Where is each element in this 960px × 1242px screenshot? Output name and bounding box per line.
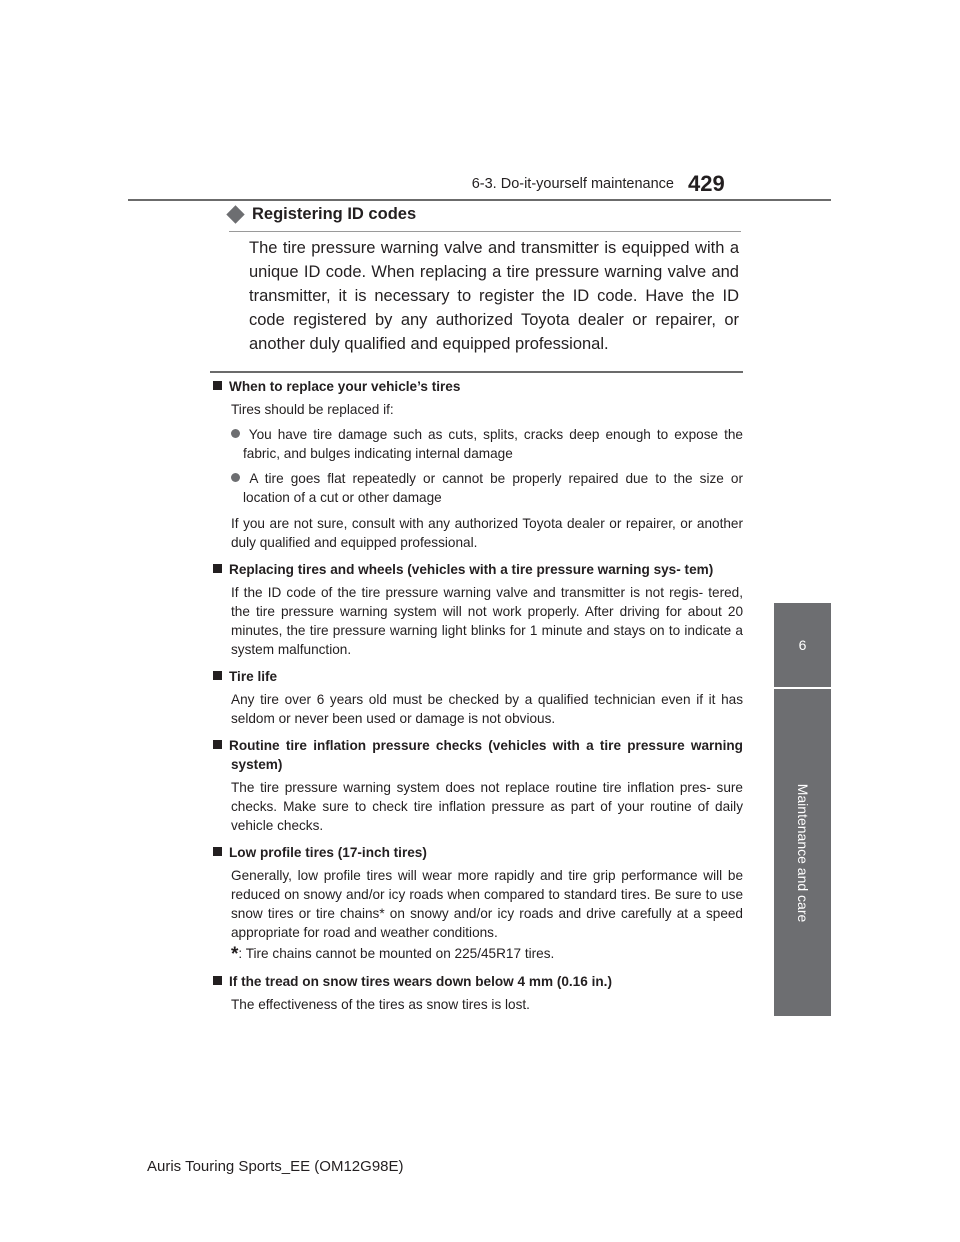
- square-bullet-icon: [213, 740, 222, 749]
- page-number: 429: [688, 171, 725, 196]
- square-bullet-icon: [213, 976, 222, 985]
- note-body: If you are not sure, consult with any authorized Toyota dealer or repairer, or another duly qualified and equipped professional.: [231, 516, 743, 550]
- header-section-title: 6-3. Do-it-yourself maintenance: [471, 176, 674, 192]
- note-body: The tire pressure warning system does not replace routine tire inflation pres- sure checks. Make sure to check tire inflation pressure as part of your routine of daily vehicle checks.: [231, 780, 743, 833]
- registering-heading-rule: [229, 231, 741, 232]
- note-snow-tires: [213, 972, 743, 1014]
- note-body: If the ID code of the tire pressure warning valve and transmitter is not regis- tered, the tire pressure warning system will not work properly. After driving for about 20 minutes, the tire pressure warning light blinks for 1 minute and stays on to indicate a system malfunction.: [231, 585, 743, 657]
- square-bullet-icon: [213, 847, 222, 856]
- dot-bullet-icon: [231, 429, 240, 438]
- notes-section: [213, 377, 743, 1022]
- registering-heading-text: Registering ID codes: [252, 205, 417, 223]
- note-title: When to replace your vehicle’s tires: [229, 379, 461, 394]
- chapter-tab-title: [774, 689, 831, 1016]
- footer-text: Auris Touring Sports_EE (OM12G98E): [147, 1158, 404, 1175]
- square-bullet-icon: [213, 671, 222, 680]
- note-body: The effectiveness of the tires as snow tires is lost.: [231, 997, 530, 1012]
- chapter-title: Maintenance and care: [794, 783, 811, 922]
- dot-bullet-icon: [231, 473, 240, 482]
- header-rule: [128, 199, 831, 201]
- note-tire-life: [213, 667, 743, 728]
- square-bullet-icon: [213, 564, 222, 573]
- footnote-mark: *: [231, 944, 239, 965]
- note-title: Low profile tires (17-inch tires): [229, 845, 427, 860]
- list-item: You have tire damage such as cuts, splits, cracks deep enough to expose the fabric, and bulges indicating internal damage: [213, 425, 743, 463]
- section-rule: [210, 371, 743, 373]
- note-routine-checks: [213, 736, 743, 835]
- note-title: Replacing tires and wheels (vehicles with a tire pressure warning sys- tem): [229, 562, 714, 577]
- note-replace-tires: [213, 377, 743, 552]
- footnote: [213, 944, 743, 964]
- note-body: Generally, low profile tires will wear more rapidly and tire grip performance will be reduced on snowy and/or icy roads when compared to standard tires. Be sure to use snow tires or tire chains* on snowy and/or icy roads and drive carefully at a speed appropriate for road and weather conditions.: [231, 868, 743, 940]
- note-body: Any tire over 6 years old must be checked by a qualified technician even if it has seldom or never been used or damage is not obvious.: [231, 692, 743, 726]
- registering-body: The tire pressure warning valve and transmitter is equipped with a unique ID code. When replacing a tire pressure warning valve and transmitter, it is necessary to register the ID code. Have the ID code registered by any authorized Toyota dealer or repairer, or another duly qualified and equipped professional.: [249, 239, 739, 353]
- diamond-icon: [226, 205, 244, 223]
- square-bullet-icon: [213, 381, 222, 390]
- note-title: Routine tire inflation pressure checks (vehicles with a tire pressure warning system): [229, 738, 743, 772]
- footnote-text: : Tire chains cannot be mounted on 225/45R17 tires.: [238, 946, 555, 961]
- note-replacing-tires-wheels: [213, 560, 743, 659]
- chapter-tab-number: [774, 603, 831, 687]
- note-title: If the tread on snow tires wears down below 4 mm (0.16 in.): [229, 974, 612, 989]
- note-title: Tire life: [229, 669, 278, 684]
- note-low-profile: [213, 843, 743, 964]
- note-body: Tires should be replaced if:: [231, 402, 394, 417]
- registering-heading: [229, 205, 416, 224]
- chapter-number: 6: [798, 637, 807, 653]
- list-item: A tire goes flat repeatedly or cannot be properly repaired due to the size or location of a cut or other damage: [213, 469, 743, 507]
